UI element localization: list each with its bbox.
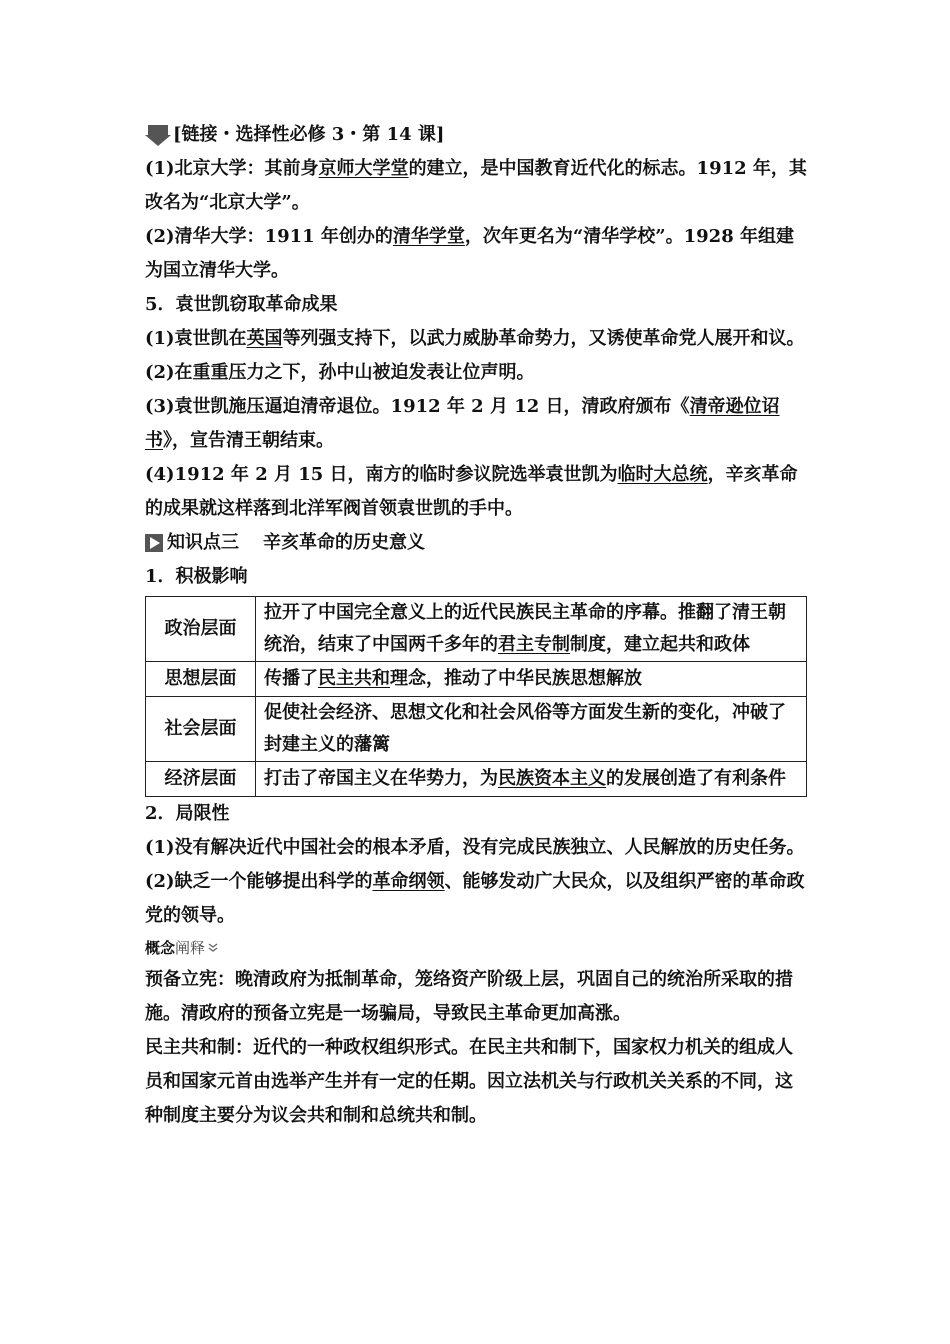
section-title: 5．袁世凯窃取革命成果 (145, 294, 338, 315)
row-label: 思想层面 (146, 662, 256, 697)
table-row (146, 662, 807, 697)
section-item: (4)1912 年 2 月 15 日，南方的临时参议院选举袁世凯为临时大总统，辛亥革命的成果就这样落到北洋军阀首领袁世凯的手中。 (145, 464, 798, 519)
knowledge-point-title: 辛亥革命的历史意义 (263, 532, 425, 553)
row-desc: 传播了民主共和理念，推动了中华民族思想解放 (256, 662, 807, 697)
down-arrow-icon (145, 123, 171, 147)
concept-item: 预备立宪：晚清政府为抵制革命，笼络资产阶级上层，巩固自己的统治所采取的措施。清政府的预备立宪是一场骗局，导致民主革命更加高涨。 (145, 969, 793, 1024)
link-heading-text: [链接・选择性必修 3・第 14 课] (173, 124, 445, 145)
row-label: 社会层面 (146, 697, 256, 762)
concept-term: 民主共和制： (145, 1037, 253, 1058)
table-row (146, 762, 807, 797)
play-triangle-icon (145, 534, 163, 552)
concept-header-bold: 概念 (145, 939, 176, 957)
double-chevron-icon (207, 943, 219, 953)
section-item: (3)袁世凯施压逼迫清帝退位。1912 年 2 月 12 日，清政府颁布《清帝逊位诏书》，宣告清王朝结束。 (145, 396, 780, 451)
row-desc: 促使社会经济、思想文化和社会风俗等方面发生新的变化，冲破了封建主义的藩篱 (256, 697, 807, 762)
knowledge-point-label: 知识点三 (167, 532, 239, 553)
concept-header-normal: 阐释 (175, 939, 206, 957)
limit-title: 2．局限性 (145, 803, 230, 824)
row-label: 经济层面 (146, 762, 256, 797)
concept-term: 预备立宪： (145, 969, 235, 990)
row-label: 政治层面 (146, 597, 256, 662)
concept-item: 民主共和制：近代的一种政权组织形式。在民主共和制下，国家权力机关的组成人员和国家元首由选举产生并有一定的任期。因立法机关与行政机关关系的不同，这种制度主要分为议会共和制和总统共和制。 (145, 1037, 793, 1126)
limit-item: (2)缺乏一个能够提出科学的革命纲领、能够发动广大民众，以及组织严密的革命政党的领导。 (145, 871, 805, 926)
page-content (145, 118, 807, 1133)
link-item: (2)清华大学：1911 年创办的清华学堂，次年更名为“清华学校”。1928 年组建为国立清华大学。 (145, 226, 794, 281)
section-item: (2)在重重压力之下，孙中山被迫发表让位声明。 (145, 362, 535, 383)
row-desc: 打击了帝国主义在华势力，为民族资本主义的发展创造了有利条件 (256, 762, 807, 797)
effects-table (145, 596, 807, 797)
section-item: (1)袁世凯在英国等列强支持下，以武力威胁革命势力，又诱使革命党人展开和议。 (145, 328, 805, 349)
table-row (146, 597, 807, 662)
link-heading (145, 118, 807, 152)
row-desc: 拉开了中国完全意义上的近代民族民主革命的序幕。推翻了清王朝统治，结束了中国两千多年的君主专制制度，建立起共和政体 (256, 597, 807, 662)
knowledge-point-heading (145, 526, 807, 560)
limit-item: (1)没有解决近代中国社会的根本矛盾，没有完成民族独立、人民解放的历史任务。 (145, 837, 805, 858)
concept-header (145, 933, 807, 963)
table-row (146, 697, 807, 762)
link-item: (1)北京大学：其前身京师大学堂的建立，是中国教育近代化的标志。1912 年，其改名为“北京大学”。 (145, 158, 807, 213)
positive-title: 1．积极影响 (145, 566, 248, 587)
